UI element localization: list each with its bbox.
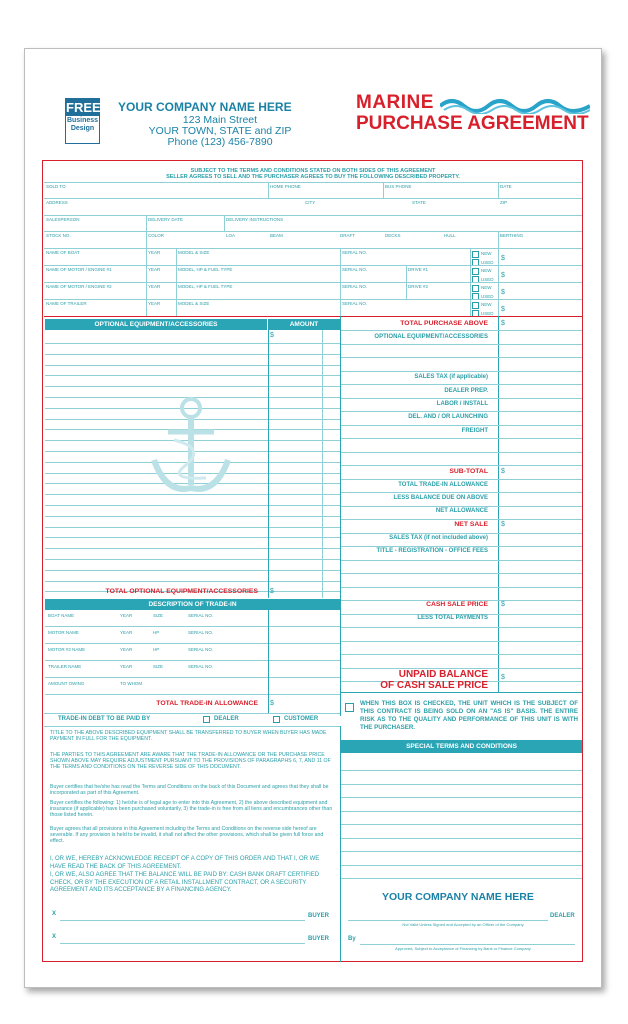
label-motor-1: NAME OF MOTOR / ENGINE #1 bbox=[46, 267, 112, 272]
sub-total-label: SUB-TOTAL bbox=[449, 468, 488, 475]
label-trade-motor-hp: HP bbox=[153, 630, 160, 635]
boat-dollar: $ bbox=[501, 255, 505, 262]
label-address: ADDRESS bbox=[46, 200, 68, 205]
totals-ruled-line bbox=[341, 587, 582, 588]
label-trade-motor2-year: YEAR bbox=[120, 647, 133, 652]
dealer-label: DEALER bbox=[550, 913, 575, 919]
label-delivery-date: DELIVERY DATE bbox=[148, 217, 184, 222]
label-trailer-used: USED bbox=[481, 311, 494, 316]
label-trade-debt: TRADE-IN DEBT TO BE PAID BY bbox=[58, 716, 151, 722]
totals-ruled-line bbox=[341, 641, 582, 642]
label-amount-owing: AMOUNT OWING bbox=[48, 681, 85, 686]
label-motor1-model: MODEL, HP & FUEL TYPE bbox=[178, 267, 233, 272]
optional-ruled-line bbox=[45, 505, 340, 506]
label-trade-trailer-size: SIZE bbox=[153, 664, 164, 669]
total-optional-label: TOTAL OPTIONAL EQUIPMENT/ACCESSORIES bbox=[105, 588, 258, 595]
totals-ruled-line bbox=[341, 546, 582, 547]
totals-ruled-line bbox=[341, 560, 582, 561]
label-motor2-year: YEAR bbox=[148, 284, 161, 289]
as-is-text: WHEN THIS BOX IS CHECKED, THE UNIT WHICH IS THE SUBJECT OF THIS CONTRACT IS BEING SOLD ON AN "AS IS" BASIS. THE ENTIRE RISK AS TO THE QUALITY AND PERFORMANCE OF THIS UNIT IS WITH THE PURCHASER. bbox=[360, 700, 578, 731]
title-marine: MARINE bbox=[356, 92, 434, 113]
label-name-of-boat: NAME OF BOAT bbox=[46, 250, 80, 255]
cash-sale-label: CASH SALE PRICE bbox=[426, 601, 488, 608]
label-trailer-serial: SERIAL NO. bbox=[342, 301, 368, 306]
totals-ruled-line bbox=[341, 533, 582, 534]
sub-total-dollar: $ bbox=[501, 468, 505, 475]
totals-ruled-line bbox=[341, 425, 582, 426]
totals-ruled-line bbox=[341, 371, 582, 372]
legal-acknowledge: I, OR WE, HEREBY ACKNOWLEDGE RECEIPT OF A COPY OF THIS ORDER AND THAT I, OR WE HAVE READ THE BACK OF THIS AGREEMENT. bbox=[50, 856, 320, 870]
dealer-signature-line[interactable] bbox=[348, 920, 548, 921]
special-ruled-line bbox=[341, 878, 582, 879]
trade-in-allowance-label: TOTAL TRADE-IN ALLOWANCE bbox=[398, 482, 488, 488]
cash-sale-dollar: $ bbox=[501, 601, 505, 608]
label-motor-2: NAME OF MOTOR / ENGINE #2 bbox=[46, 284, 112, 289]
buyer-label-2: BUYER bbox=[308, 936, 330, 942]
label-bus-phone: BUS PHONE bbox=[385, 184, 412, 189]
label-loa: LOA bbox=[226, 233, 236, 238]
net-allowance-label: NET ALLOWANCE bbox=[435, 508, 488, 514]
label-motor2-new: NEW bbox=[481, 285, 492, 290]
label-motor1-serial: SERIAL NO. bbox=[342, 267, 368, 272]
label-motor2-model: MODEL, HP & FUEL TYPE bbox=[178, 284, 233, 289]
label-draft: DRAFT bbox=[340, 233, 355, 238]
company-street: 123 Main Street bbox=[182, 114, 258, 126]
dealer-prep-label: DEALER PREP. bbox=[444, 388, 488, 394]
special-ruled-line bbox=[341, 838, 582, 839]
label-trade-motor-year: YEAR bbox=[120, 630, 133, 635]
label-city: CITY bbox=[305, 200, 316, 205]
legal-adjustment: THE PARTIES TO THIS AGREEMENT ARE AWARE THAT THE TRADE-IN ALLOWANCE OR THE PURCHASE PRICE SHOWN ABOVE MAY REQUIRE ADJUSTMENT PURSUANT TO THE PROVISIONS OF PARAGRAPHS 6, 7, AND 11 OF THE TERMS AND CONDITIONS ON THE REVERSE SIDE OF THIS DOCUMENT. bbox=[50, 752, 331, 771]
totals-ruled-line bbox=[341, 506, 582, 507]
label-trade-motor2-hp: HP bbox=[153, 647, 160, 652]
label-salesperson: SALESPERSON bbox=[46, 217, 80, 222]
motor1-dollar: $ bbox=[501, 272, 505, 279]
unpaid-dollar: $ bbox=[501, 674, 505, 681]
label-trade-boat-serial: SERIAL NO. bbox=[188, 613, 214, 618]
special-ruled-line bbox=[341, 865, 582, 866]
title-reg-label: TITLE - REGISTRATION - OFFICE FEES bbox=[376, 548, 488, 554]
label-trailer: NAME OF TRAILER bbox=[46, 301, 87, 306]
totals-ruled-line bbox=[341, 573, 582, 574]
less-payments-label: LESS TOTAL PAYMENTS bbox=[417, 615, 488, 621]
approved-note: Approved, Subject to Acceptance of Financing by Bank or Finance Company bbox=[395, 946, 531, 951]
special-ruled-line bbox=[341, 851, 582, 852]
label-motor1-used: USED bbox=[481, 277, 494, 282]
sales-tax-2-label: SALES TAX (if not included above) bbox=[389, 535, 488, 541]
totals-ruled-line bbox=[341, 492, 582, 493]
label-motor1-year: YEAR bbox=[148, 267, 161, 272]
label-trailer-new: NEW bbox=[481, 302, 492, 307]
label-boat-serial: SERIAL NO. bbox=[342, 250, 368, 255]
trade-in-header: DESCRIPTION OF TRADE-IN bbox=[45, 599, 340, 610]
total-trade-in-label: TOTAL TRADE-IN ALLOWANCE bbox=[156, 700, 258, 707]
label-trailer-model: MODEL & SIZE bbox=[178, 301, 210, 306]
logo-free: FREE bbox=[66, 100, 101, 115]
label-motor2-serial: SERIAL NO. bbox=[342, 284, 368, 289]
special-ruled-line bbox=[341, 797, 582, 798]
label-boat-model: MODEL & SIZE bbox=[178, 250, 210, 255]
label-to-whom: TO WHOM bbox=[120, 681, 143, 686]
sales-tax-label: SALES TAX (if applicable) bbox=[414, 374, 488, 380]
label-trailer-year: YEAR bbox=[148, 301, 161, 306]
trade-ruled-line bbox=[45, 643, 340, 644]
company-name: YOUR COMPANY NAME HERE bbox=[118, 100, 292, 114]
optional-ruled-line bbox=[45, 581, 340, 582]
totals-ruled-line bbox=[341, 627, 582, 628]
motor2-new-checkbox[interactable] bbox=[472, 285, 479, 292]
optional-ruled-line bbox=[45, 343, 340, 344]
wave-icon bbox=[440, 92, 590, 114]
optional-ruled-line bbox=[45, 527, 340, 528]
boat-new-checkbox[interactable] bbox=[472, 251, 479, 258]
label-motor1-new: NEW bbox=[481, 268, 492, 273]
intro-text: SUBJECT TO THE TERMS AND CONDITIONS STATED ON BOTH SIDES OF THIS AGREEMENT SELLER AGREES TO SELL AND THE PURCHASER AGREES TO BUY THE FOLLOWING DESCRIBED PROPERTY. bbox=[166, 168, 460, 181]
optional-dollar: $ bbox=[270, 332, 274, 339]
special-terms-header: SPECIAL TERMS AND CONDITIONS bbox=[341, 740, 582, 753]
label-sold-to: SOLD TO bbox=[46, 184, 66, 189]
total-trade-in-dollar: $ bbox=[270, 700, 274, 707]
total-optional-dollar: $ bbox=[270, 588, 274, 595]
totals-ruled-line bbox=[341, 357, 582, 358]
totals-ruled-line bbox=[341, 479, 582, 480]
net-sale-dollar: $ bbox=[501, 521, 505, 528]
label-boat-used: USED bbox=[481, 260, 494, 265]
label-zip: ZIP bbox=[500, 200, 508, 205]
special-ruled-line bbox=[341, 824, 582, 825]
totals-ruled-line bbox=[341, 384, 582, 385]
legal-certify-following: Buyer certifies the following: 1) he/she is of legal age to enter into this Agreement, 2) the above described equipment and insurance (if applicable) have been purchased voluntarily, 3) the trade-in is free from all liens and encumbrances other than those listed herein. bbox=[50, 800, 333, 819]
special-ruled-line bbox=[341, 770, 582, 771]
optional-ruled-line bbox=[45, 537, 340, 538]
customer-checkbox[interactable] bbox=[273, 716, 280, 723]
buyer-label-1: BUYER bbox=[308, 913, 330, 919]
freight-label: FREIGHT bbox=[461, 428, 488, 434]
dealer-note: Not Valid Unless Signed and Accepted by an Officer of the Company bbox=[402, 922, 524, 927]
labor-label: LABOR / INSTALL bbox=[436, 401, 488, 407]
label-trade-boat-size: SIZE bbox=[153, 613, 164, 618]
trailer-new-checkbox[interactable] bbox=[472, 302, 479, 309]
label-trade-motor: MOTOR NAME bbox=[48, 630, 79, 635]
label-trade-motor2: MOTOR #2 NAME bbox=[48, 647, 86, 652]
totals-ruled-line bbox=[341, 411, 582, 412]
optional-ruled-line bbox=[45, 559, 340, 560]
launching-label: DEL. AND / OR LAUNCHING bbox=[408, 414, 488, 420]
legal-balance: I, OR WE, ALSO AGREE THAT THE BALANCE WILL BE PAID BY: CASH BANK DRAFT CERTIFIED CHECK, OR BY THE EXECUTION OF A RETAIL INSTALLMENT CONTRACT, OR A SECURITY AGREEMENT AND ITS ACCEPTANCE BY A FINANCING AGENCY. bbox=[50, 872, 320, 893]
amount-header: AMOUNT bbox=[268, 319, 340, 330]
trade-ruled-line bbox=[45, 626, 340, 627]
label-trade-boat-year: YEAR bbox=[120, 613, 133, 618]
optional-ruled-line bbox=[45, 354, 340, 355]
optional-ruled-line bbox=[45, 386, 340, 387]
legal-severable: Buyer agrees that all provisions in this Agreement including the Terms and Conditions on the reverse side hereof are severable. If any provision is held to be invalid, it shall not affect the other provisions, which shall be given full force and effect. bbox=[50, 826, 324, 845]
by-signature-line[interactable] bbox=[360, 944, 575, 945]
label-trade-motor-serial: SERIAL NO. bbox=[188, 630, 214, 635]
trade-ruled-line bbox=[45, 660, 340, 661]
company-phone: Phone (123) 456-7890 bbox=[167, 136, 273, 148]
label-customer: CUSTOMER bbox=[284, 716, 319, 722]
totals-ruled-line bbox=[341, 654, 582, 655]
label-drive-2: DRIVE #2 bbox=[408, 284, 429, 289]
total-purchase-dollar: $ bbox=[501, 320, 505, 327]
optional-ruled-line bbox=[45, 516, 340, 517]
dealer-company-name: YOUR COMPANY NAME HERE bbox=[382, 891, 534, 903]
totals-ruled-line bbox=[341, 344, 582, 345]
optional-ruled-line bbox=[45, 375, 340, 376]
label-decks: DECKS bbox=[385, 233, 401, 238]
totals-ruled-line bbox=[341, 519, 582, 520]
motor1-new-checkbox[interactable] bbox=[472, 268, 479, 275]
title-purchase-agreement: PURCHASE AGREEMENT bbox=[356, 113, 589, 134]
label-hull: HULL bbox=[444, 233, 456, 238]
company-city: YOUR TOWN, STATE and ZIP bbox=[148, 125, 292, 137]
totals-ruled-line bbox=[341, 330, 582, 331]
dealer-checkbox[interactable] bbox=[203, 716, 210, 723]
logo-text: Business Design bbox=[66, 117, 99, 132]
label-trade-motor2-serial: SERIAL NO. bbox=[188, 647, 214, 652]
totals-ruled-line bbox=[341, 452, 582, 453]
motor2-dollar: $ bbox=[501, 289, 505, 296]
label-trade-boat: BOAT NAME bbox=[48, 613, 75, 618]
net-sale-label: NET SALE bbox=[454, 521, 488, 528]
totals-ruled-line bbox=[341, 465, 582, 466]
legal-certify-read: Buyer certifies that he/she has read the Terms and Conditions on the back of this Document and agrees that they shall be incorporated as part of this Agreement. bbox=[50, 784, 329, 797]
optional-ruled-line bbox=[45, 365, 340, 366]
trade-ruled-line bbox=[45, 694, 340, 695]
optional-total-label: OPTIONAL EQUIPMENT/ACCESSORIES bbox=[374, 334, 488, 340]
total-purchase-label: TOTAL PURCHASE ABOVE bbox=[400, 320, 488, 327]
label-boat-new: NEW bbox=[481, 251, 492, 256]
buyer-signature-line-2[interactable] bbox=[60, 943, 305, 944]
optional-header: OPTIONAL EQUIPMENT/ACCESSORIES bbox=[45, 319, 267, 330]
buyer-x-1: X bbox=[52, 911, 57, 917]
legal-title: TITLE TO THE ABOVE DESCRIBED EQUIPMENT SHALL BE TRANSFERRED TO BUYER WHEN BUYER HAS MADE PAYMENT IN FULL FOR THE EQUIPMENT. bbox=[50, 730, 327, 743]
label-stock-no: STOCK NO. bbox=[46, 233, 71, 238]
label-dealer: DEALER bbox=[214, 716, 239, 722]
optional-ruled-line bbox=[45, 570, 340, 571]
by-label: By bbox=[348, 936, 356, 942]
less-balance-label: LESS BALANCE DUE ON ABOVE bbox=[393, 495, 488, 501]
label-color: COLOR bbox=[148, 233, 165, 238]
label-drive-1: DRIVE #1 bbox=[408, 267, 429, 272]
as-is-checkbox[interactable] bbox=[345, 703, 354, 712]
trade-ruled-line bbox=[45, 677, 340, 678]
label-state: STATE bbox=[412, 200, 426, 205]
unpaid-balance-label: UNPAID BALANCE OF CASH SALE PRICE bbox=[380, 669, 488, 691]
special-ruled-line bbox=[341, 811, 582, 812]
optional-ruled-line bbox=[45, 548, 340, 549]
special-ruled-line bbox=[341, 784, 582, 785]
label-trade-trailer-serial: SERIAL NO. bbox=[188, 664, 214, 669]
label-trade-trailer-year: YEAR bbox=[120, 664, 133, 669]
label-trade-trailer: TRAILER NAME bbox=[48, 664, 82, 669]
label-beam: BEAM bbox=[270, 233, 283, 238]
buyer-signature-line-1[interactable] bbox=[60, 920, 305, 921]
label-boat-year: YEAR bbox=[148, 250, 161, 255]
totals-ruled-line bbox=[341, 398, 582, 399]
label-berthing: BERTHING bbox=[500, 233, 524, 238]
trailer-dollar: $ bbox=[501, 306, 505, 313]
label-motor2-used: USED bbox=[481, 294, 494, 299]
label-home-phone: HOME PHONE bbox=[270, 184, 301, 189]
buyer-x-2: X bbox=[52, 934, 57, 940]
label-date: DATE bbox=[500, 184, 512, 189]
totals-ruled-line bbox=[341, 438, 582, 439]
anchor-icon bbox=[146, 390, 236, 500]
label-delivery-instructions: DELIVERY INSTRUCTIONS bbox=[226, 217, 284, 222]
